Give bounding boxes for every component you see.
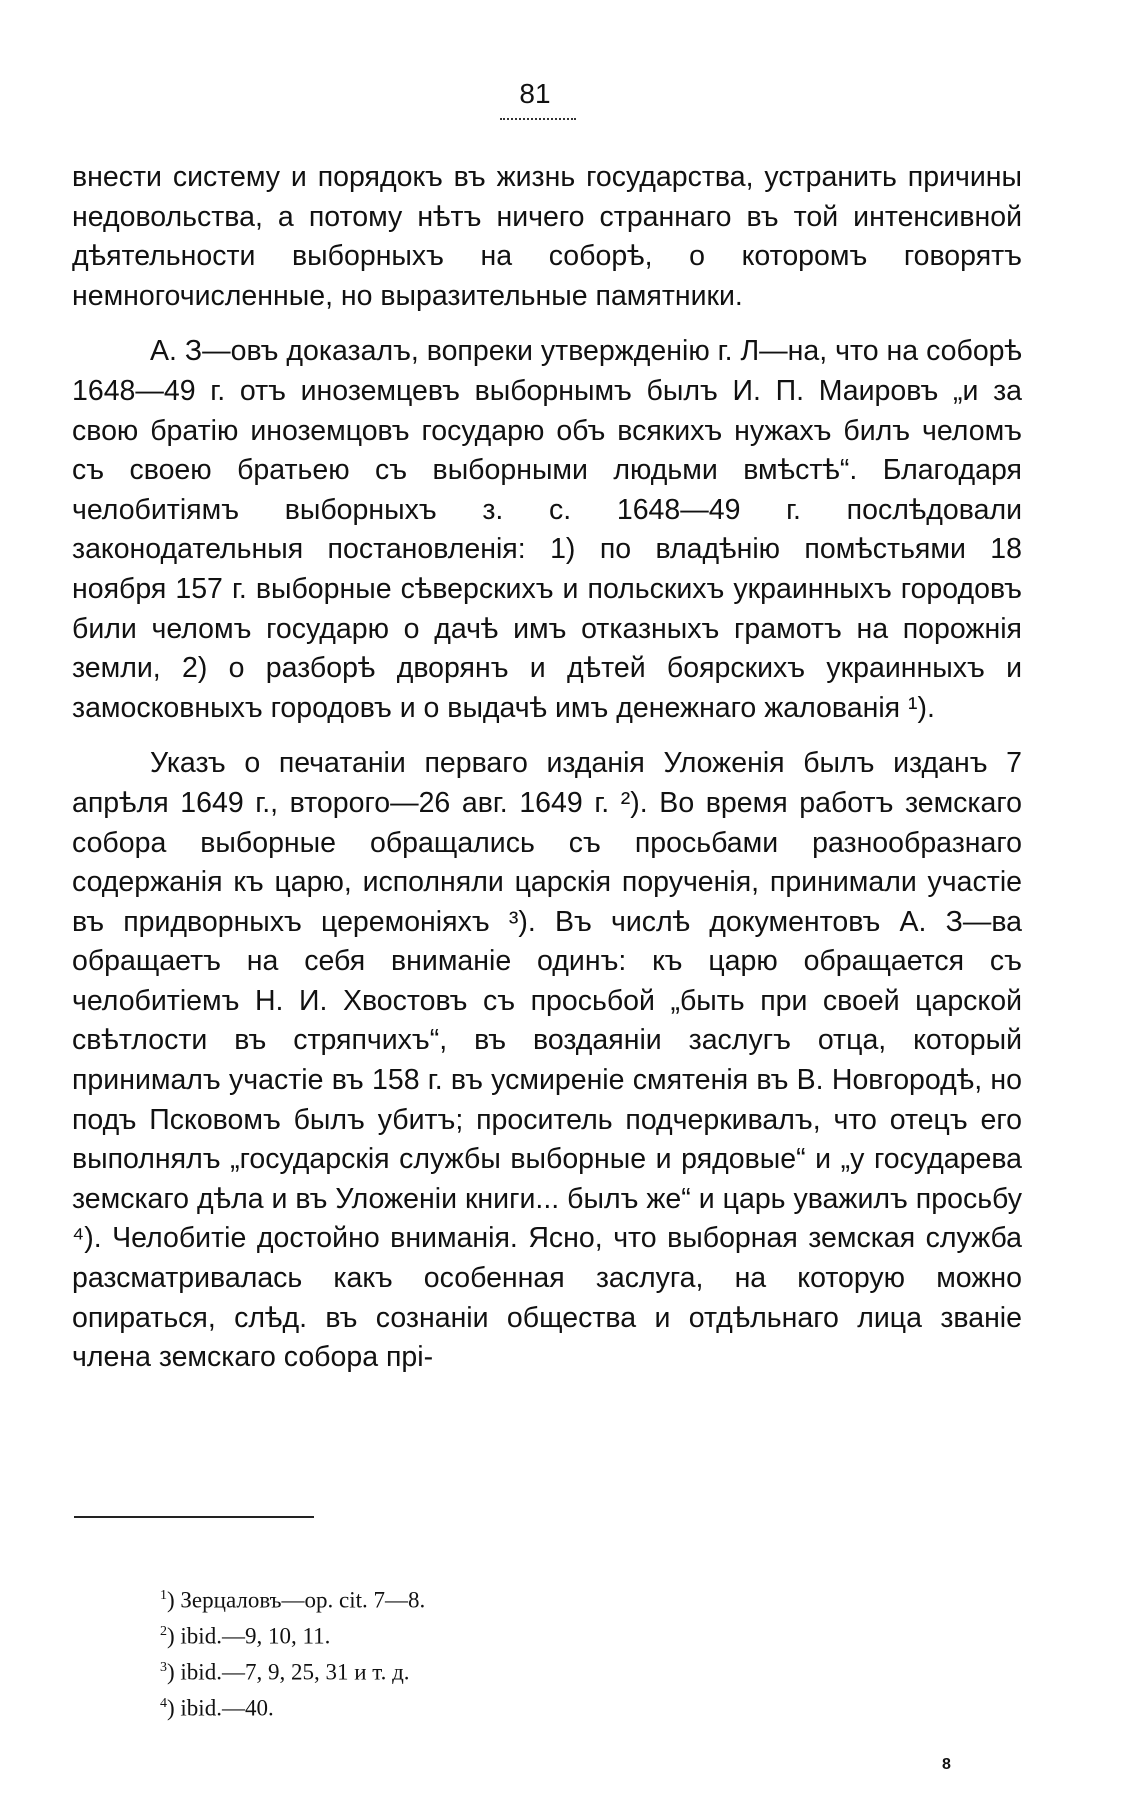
footnote-text: ) Зерцаловъ—op. cit. 7—8. — [167, 1587, 426, 1613]
footnote-mark: 1 — [160, 1588, 167, 1603]
footnote-separator — [74, 1516, 314, 1518]
footnote-mark: 4 — [160, 1696, 167, 1711]
footnote-text: ) ibid.—7, 9, 25, 31 и т. д. — [167, 1659, 410, 1685]
footnote — [160, 1614, 860, 1650]
page-number: 81 — [519, 78, 551, 109]
paragraph: А. З—овъ доказалъ, вопреки утвержденію г. Л—на, что на соборѣ 1648—49 г. отъ иноземцевъ выборнымъ былъ И. П. Маировъ „и за свою братію иноземцовъ государю объ всякихъ нужахъ билъ челомъ съ своею братьею съ выборными людьми вмѣстѣ“. Благодаря челобитіямъ выборныхъ з. с. 1648—49 г. послѣдовали законодательныя постановленія: 1) по владѣнію помѣстьями 18 ноября 157 г. выборные сѣверскихъ и польскихъ украинныхъ городовъ били челомъ государю о дачѣ имъ отказныхъ грамотъ на порожнія земли, 2) о разборѣ дворянъ и дѣтей боярскихъ украинныхъ и замосковныхъ городовъ и о выдачѣ имъ денежнаго жалованія ¹). — [72, 335, 1022, 724]
body-text — [72, 158, 1022, 1378]
signature-mark: 8 — [942, 1756, 951, 1773]
footnote-text: ) ibid.—40. — [167, 1695, 274, 1721]
paragraph-continued: внести систему и порядокъ въ жизнь государства, устранить причины недовольства, а потому нѣтъ ничего страннаго въ той интенсивной дѣятельности выборныхъ на соборѣ, о которомъ говорятъ немногочисленные, но выразительные памятники. — [72, 161, 1022, 312]
footnote — [160, 1686, 860, 1722]
footnotes — [160, 1578, 860, 1722]
footnote-mark: 2 — [160, 1624, 167, 1639]
page-number-underline — [500, 118, 576, 120]
footnote — [160, 1578, 860, 1614]
paragraph: Указъ о печатаніи перваго изданія Уложенія былъ изданъ 7 апрѣля 1649 г., второго—26 авг. 1649 г. ²). Во время работъ земскаго собора выборные обращались съ просьбами разнообразнаго содержанія къ царю, исполняли царскія порученія, принимали участіе въ придворныхъ церемоніяхъ ³). Въ числѣ документовъ А. З—ва обращаетъ на себя вниманіе одинъ: къ царю обращается съ челобитіемъ Н. И. Хвостовъ съ просьбой „быть при своей царской свѣтлости въ стряпчихъ“, въ воздаяніи заслугъ отца, который принималъ участіе въ 158 г. въ усмиреніе смятенія въ В. Новгородѣ, но подъ Псковомъ былъ убитъ; проситель подчеркивалъ, что отецъ его выполнялъ „государскія службы выборные и рядовые“ и „у государева земскаго дѣла и въ Уложеніи книги... былъ же“ и царь уважилъ просьбу ⁴). Челобитіе достойно вниманія. Ясно, что выборная земская служба разсматривалась какъ особенная заслуга, на которую можно опираться, слѣд. въ сознаніи общества и отдѣльнаго лица званіе члена земскаго собора прі- — [72, 747, 1022, 1374]
footnote-text: ) ibid.—9, 10, 11. — [167, 1623, 331, 1649]
footnote-mark: 3 — [160, 1660, 167, 1675]
footnote — [160, 1650, 860, 1686]
